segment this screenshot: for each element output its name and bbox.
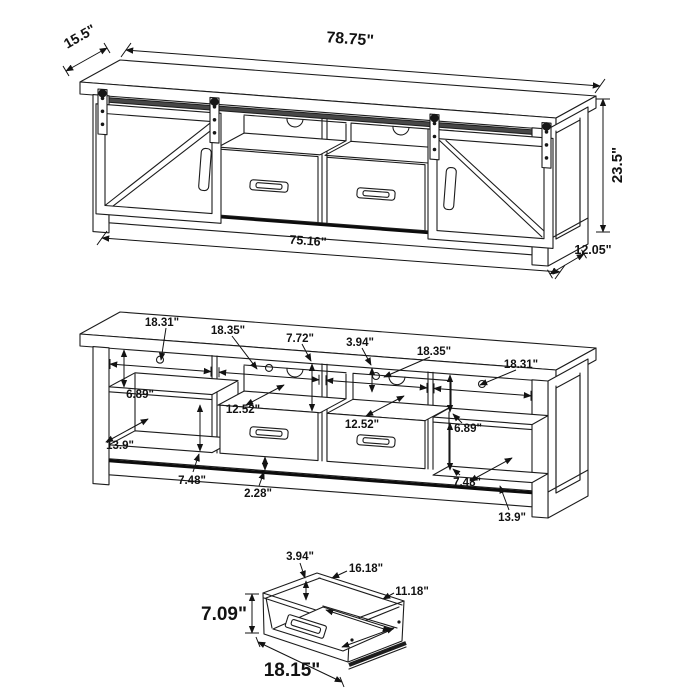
view-drawer	[201, 551, 429, 687]
dim-console-height: 23.5"	[609, 146, 626, 184]
dim-base-height: 2.28"	[244, 488, 272, 500]
console-side-panel	[548, 359, 588, 518]
dim-drawer-inner-width: 16.18"	[348, 563, 384, 575]
dim-rail-height: 3.94"	[346, 337, 374, 349]
dim-left-shelf-height: 6.89"	[126, 389, 154, 401]
dim-right-shelf-depth: 13.9"	[498, 512, 526, 524]
dim-drawer-right-depth: 12.52"	[344, 419, 380, 431]
dim-drawer-back-height: 3.94"	[286, 551, 314, 563]
dim-drawer-front-width: 18.15"	[263, 660, 321, 681]
dim-left-lower-height: 7.48"	[178, 475, 206, 487]
view-console-interior	[80, 312, 596, 524]
dim-right-lower-height: 7.48"	[453, 477, 481, 489]
door-roller	[542, 122, 550, 130]
dim-console-depth: 15.5"	[60, 20, 99, 52]
dim-console-side-depth: 12.05"	[574, 243, 612, 257]
dim-drawer-front-height: 7.09"	[201, 604, 247, 625]
door-roller	[430, 114, 438, 122]
dim-left-shelf-depth: 13.9"	[106, 440, 134, 452]
dim-right-width: 18.31"	[503, 359, 539, 371]
dim-upper-cubby-height: 7.72"	[286, 333, 314, 345]
dim-drawer-inner-depth: 11.18"	[395, 586, 429, 598]
door-roller	[98, 89, 106, 97]
dim-center-left-width: 18.35"	[210, 325, 246, 337]
view-console-front	[61, 21, 626, 279]
dim-left-width: 18.31"	[144, 317, 180, 329]
dim-right-shelf-height: 6.89"	[454, 423, 482, 435]
dim-center-right-width: 18.35"	[416, 346, 452, 358]
drawer-front-left[interactable]	[220, 149, 318, 222]
dim-console-width: 78.75"	[325, 29, 375, 50]
drawer-front-right[interactable]	[327, 157, 425, 230]
dim-drawer-left-depth: 12.52"	[225, 404, 261, 416]
door-roller	[210, 98, 218, 106]
dim-console-inner-width: 75.16"	[288, 232, 328, 250]
